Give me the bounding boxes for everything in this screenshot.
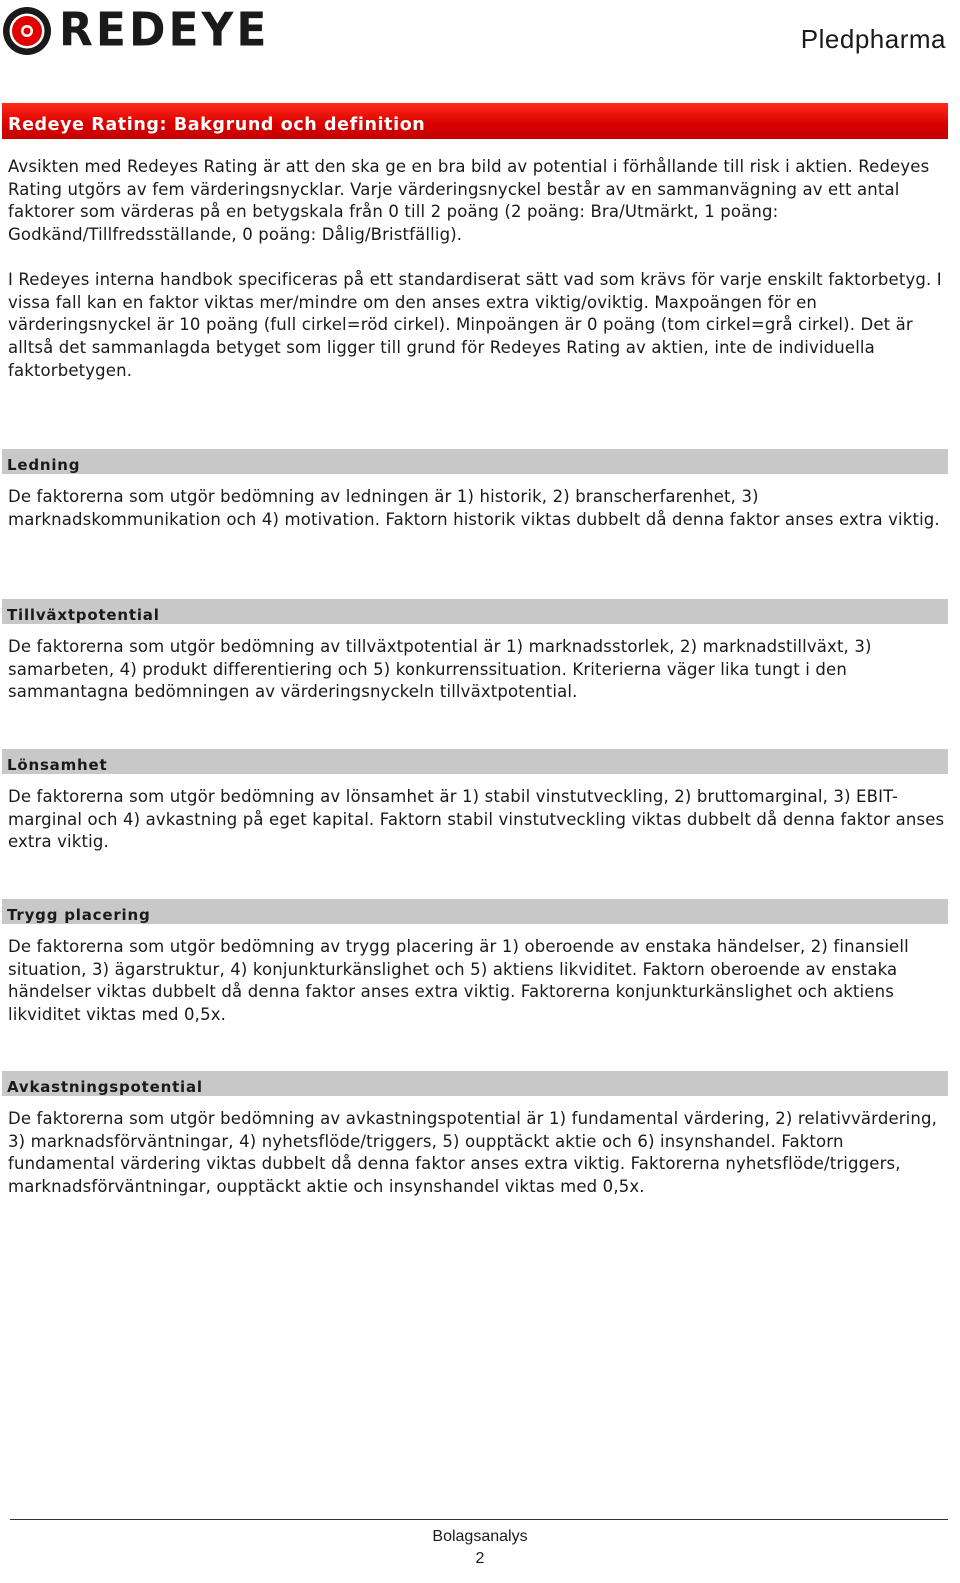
footer-label: Bolagsanalys: [432, 1528, 528, 1545]
section-text-lonsamhet: De faktorerna som utgör bedömning av lönsamhet är 1) stabil vinstutveckling, 2) bruttomarginal, 3) EBIT-marginal och 4) avkastning på eget kapital. Faktorn stabil vinstutveckling viktas dubbelt då denna faktor anses extra viktig.: [8, 787, 945, 852]
logo-wordmark: REDEYE: [59, 3, 270, 58]
intro-paragraph-1: Avsikten med Redeyes Rating är att den ska ge en bra bild av potential i förhållande till risk i aktien. Redeyes Rating utgörs av fem värderingsnycklar. Varje värderingsnyckel består av en sammanvägning av ett antal faktorer som värderas på en betygskala från 0 till 2 poäng (2 poäng: Bra/Utmärkt, 1 poäng: Godkänd/Tillfredsställande, 0 poäng: Dålig/Bristfällig).: [8, 157, 930, 245]
footer-divider: [10, 1519, 948, 1520]
section-heading-lonsamhet: Lönsamhet: [2, 749, 948, 774]
section-heading-trygg-placering: Trygg placering: [2, 899, 948, 924]
redeye-logo: [2, 3, 270, 58]
section-text-tillvaxtpotential: De faktorerna som utgör bedömning av tillväxtpotential är 1) marknadsstorlek, 2) marknadstillväxt, 3) samarbeten, 4) produkt differentiering och 5) konkurrenssituation. Kriterierna väger lika tungt i den sammantagna bedömningen av värderingsnyckeln tillväxtpotential.: [8, 637, 872, 702]
eye-logo-icon: [2, 6, 52, 56]
section-heading-avkastningspotential: Avkastningspotential: [2, 1071, 948, 1096]
page-title: Redeye Rating: Bakgrund och definition: [2, 103, 948, 139]
section-text-trygg-placering: De faktorerna som utgör bedömning av trygg placering är 1) oberoende av enstaka händelser, 2) finansiell situation, 3) ägarstruktur, 4) konjunkturkänslighet och 5) aktiens likviditet. Faktorn oberoende av enstaka händelser viktas dubbelt då denna faktor anses extra viktig. Faktorerna konjunkturkänslighet och aktiens likviditet viktas med 0,5x.: [8, 937, 909, 1025]
section-text-ledning: De faktorerna som utgör bedömning av ledningen är 1) historik, 2) branscherfarenhet, 3) marknadskommunikation och 4) motivation. Faktorn historik viktas dubbelt då denna faktor anses extra viktig.: [8, 487, 940, 529]
page-header: [0, 0, 960, 70]
section-heading-ledning: Ledning: [2, 449, 948, 474]
company-name: Pledpharma: [800, 24, 946, 54]
section-heading-tillvaxtpotential: Tillväxtpotential: [2, 599, 948, 624]
section-text-avkastningspotential: De faktorerna som utgör bedömning av avkastningspotential är 1) fundamental värdering, 2) relativvärdering, 3) marknadsförväntningar, 4) nyhetsflöde/triggers, 5) oupptäckt aktie och 6) insynshandel. Faktorn fundamental värdering viktas dubbelt då denna faktor anses extra viktig. Faktorerna nyhetsflöde/triggers, marknadsförväntningar, oupptäckt aktie och insynshandel viktas med 0,5x.: [8, 1109, 938, 1197]
page-number: 2: [475, 1550, 485, 1567]
intro-paragraph-2: I Redeyes interna handbok specificeras på ett standardiserat sätt vad som krävs för varje enskilt faktorbetyg. I vissa fall kan en faktor viktas mer/mindre om den anses extra viktig/oviktig. Maxpoängen för en värderingsnyckel är 10 poäng (full cirkel=röd cirkel). Minpoängen är 0 poäng (tom cirkel=grå cirkel). Det är alltså det sammanlagda betyget som ligger till grund för Redeyes Rating av aktien, inte de individuella faktorbetygen.: [8, 270, 942, 380]
